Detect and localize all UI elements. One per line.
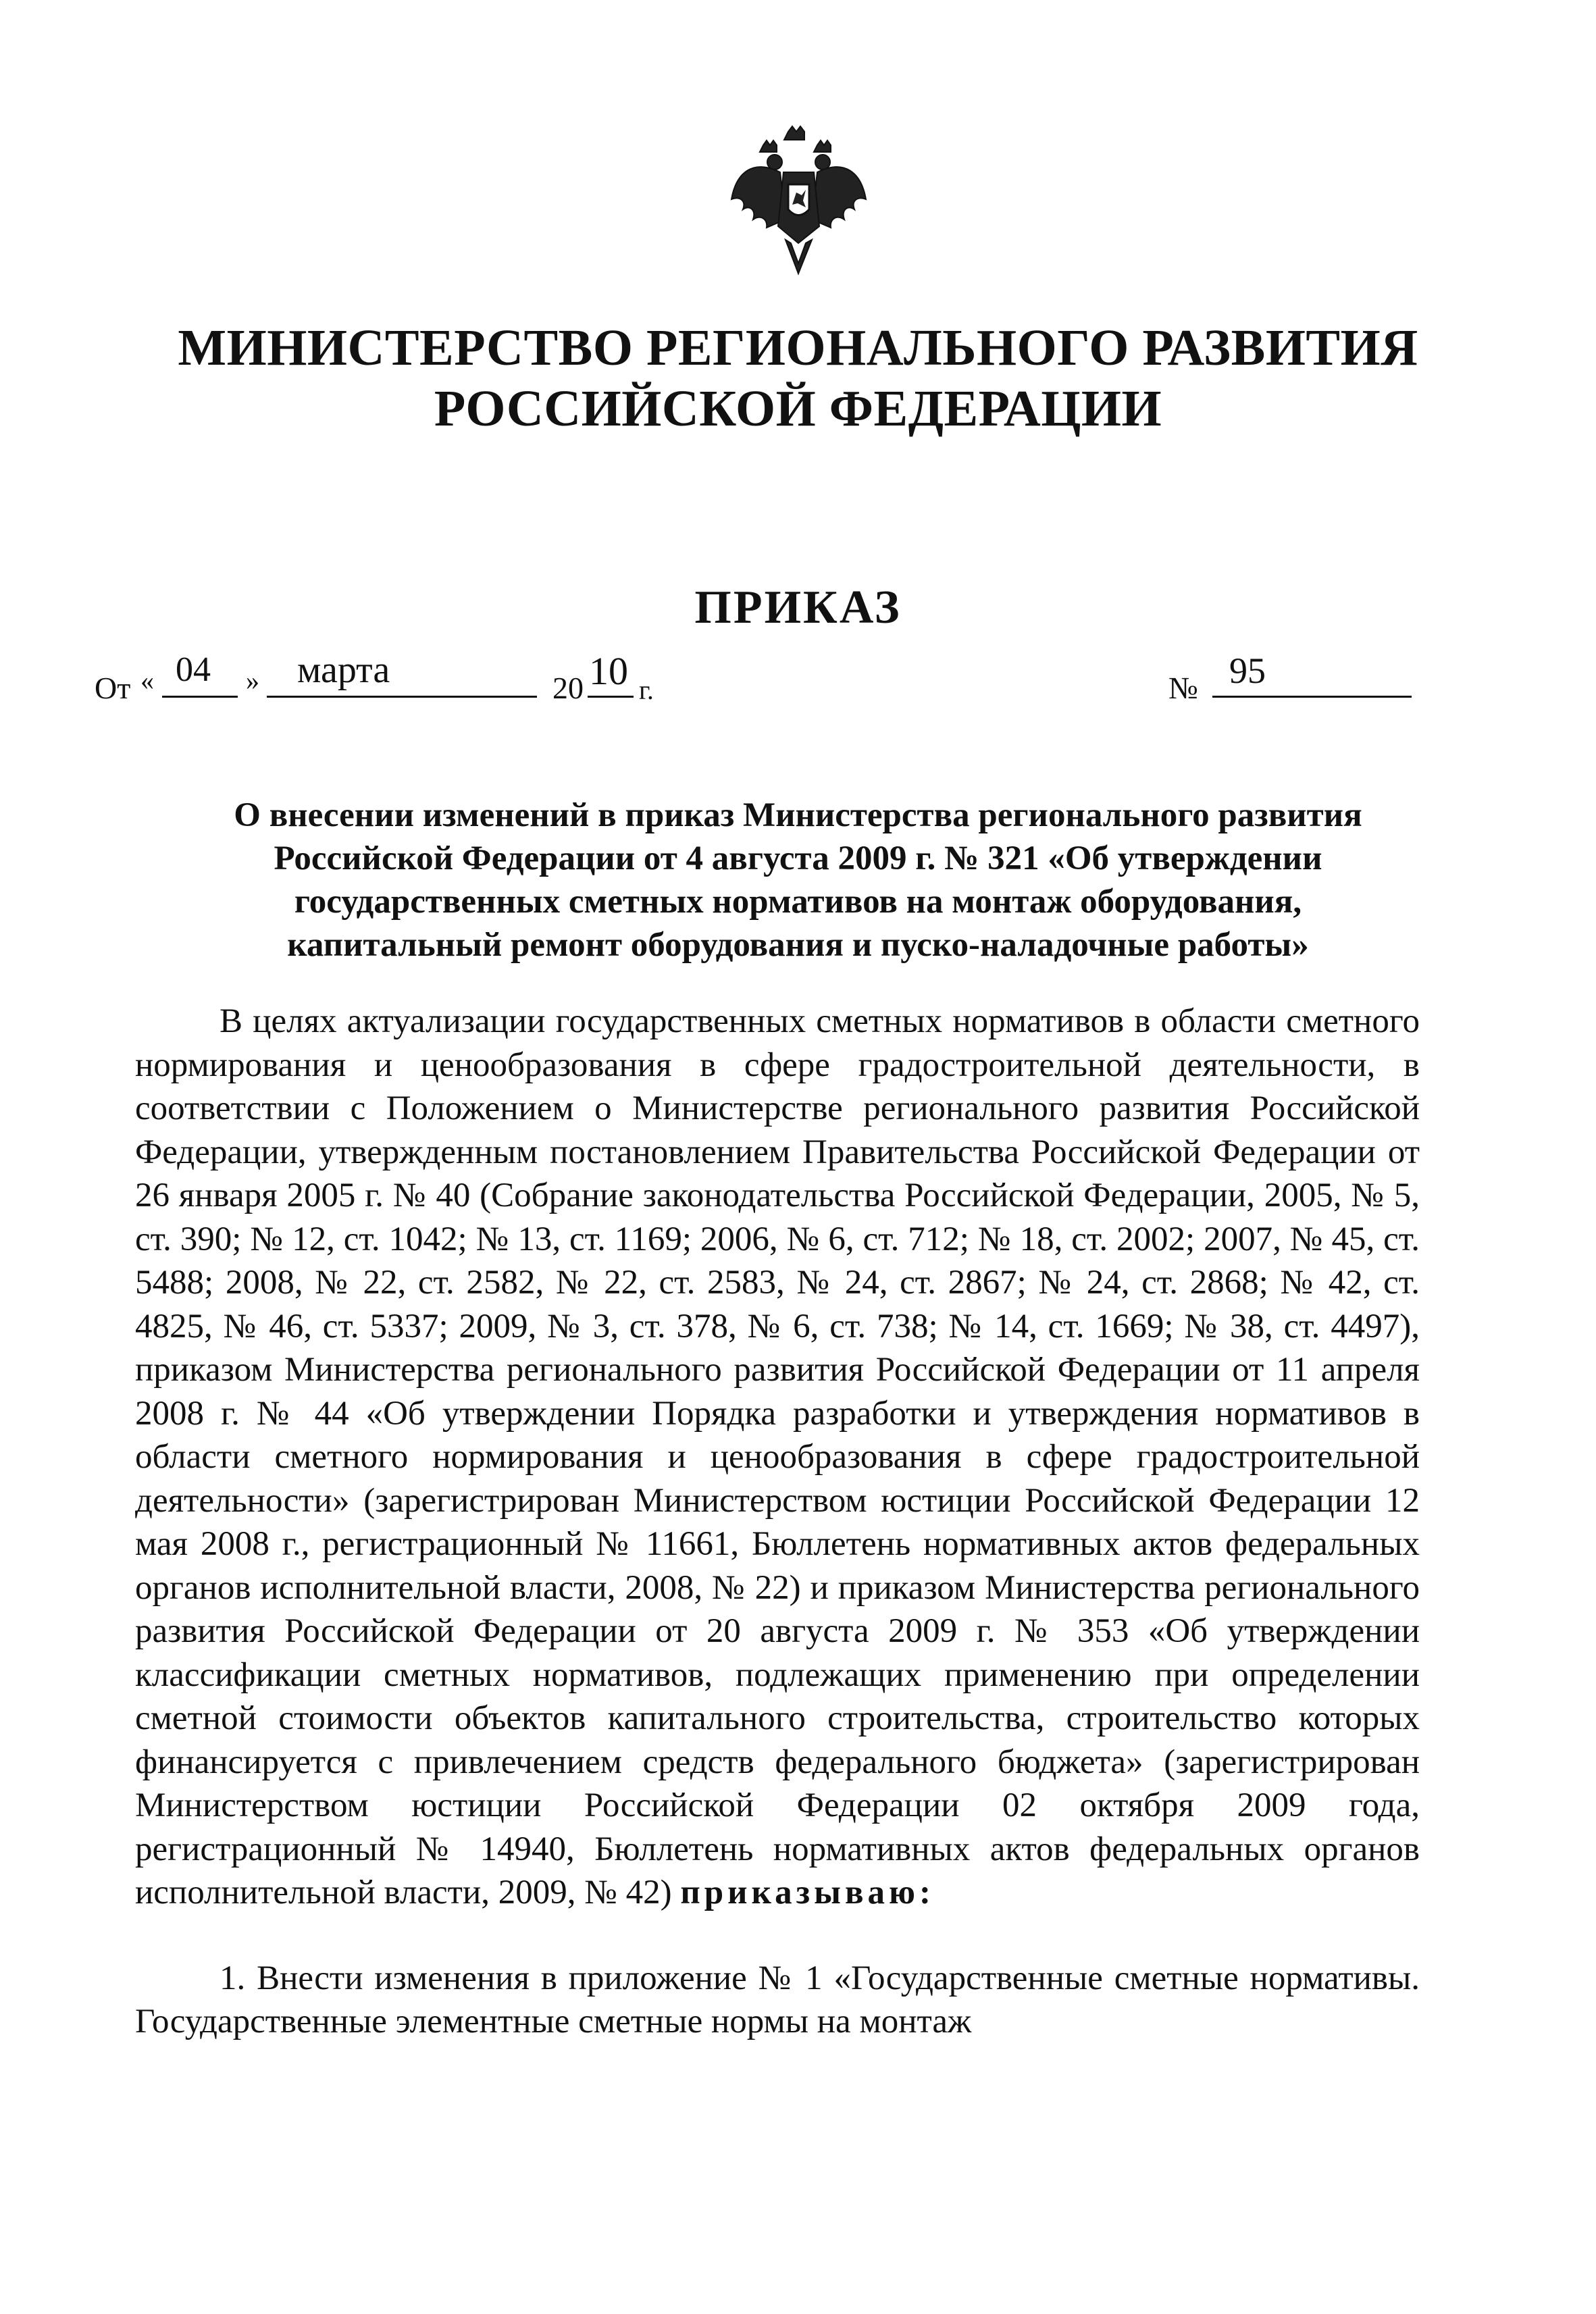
subject-line-4: капитальный ремонт оборудования и пуско-наладочные работы» xyxy=(287,926,1309,964)
date-year-suffix: 10 xyxy=(589,649,628,693)
month-underline xyxy=(267,696,537,698)
ministry-name xyxy=(0,317,1596,439)
number-underline xyxy=(1212,696,1412,698)
date-day: 04 xyxy=(176,650,211,689)
date-number-line xyxy=(0,648,1596,709)
day-underline xyxy=(162,696,238,698)
date-month: марта xyxy=(297,649,390,691)
date-close-quote: » xyxy=(246,665,259,696)
ministry-line-1: МИНИСТЕРСТВО РЕГИОНАЛЬНОГО РАЗВИТИЯ xyxy=(178,319,1418,376)
subject-line-3: государственных сметных нормативов на монтаж оборудования, xyxy=(294,883,1302,921)
date-year-prefix: 20 xyxy=(552,671,584,705)
order-verb: приказываю: xyxy=(680,1874,935,1911)
date-year-mark: г. xyxy=(639,675,654,705)
date-prefix: От xyxy=(95,671,131,705)
subject-line-2: Российской Федерации от 4 августа 2009 г. № 321 «Об утверждении xyxy=(274,840,1322,877)
year-underline xyxy=(588,696,634,698)
order-number: 95 xyxy=(1229,650,1266,691)
subject-line-1: О внесении изменений в приказ Министерства регионального развития xyxy=(234,796,1362,834)
document-type-title: ПРИКАЗ xyxy=(694,582,902,634)
date-open-quote: « xyxy=(140,665,154,696)
number-label: № xyxy=(1168,671,1198,705)
preamble-text: В целях актуализации государственных сметных нормативов в области сметного нормирования и ценообразования в сфере градостроительной деятельности, в соответствии с Положением о Министерстве регионального развития Российской Федерации, утвержденным постановлением Правительства Российской Федерации от 26 января 2005 г. № 40 (Собрание законодательства Российской Федерации, 2005, № 5, ст. 390; № 12, ст. 1042; № 13, ст. 1169; 2006, № 6, ст. 712; № 18, ст. 2002; 2007, № 45, ст. 5488; 2008, № 22, ст. 2582, № 22, ст. 2583, № 24, ст. 2867; № 24, ст. 2868; № 42, ст. 4825, № 46, ст. 5337; 2009, № 3, ст. 378, № 6, ст. 738; № 14, ст. 1669; № 38, ст. 4497), приказом Министерства регионального развития Российской Федерации от 11 апреля 2008 г. № 44 «Об утверждении Порядка разработки и утверждения нормативов в области сметного нормирования и ценообразования в сфере градостроительной деятельности» (зарегистрирован Министерством юстиции Российской Федерации 12 мая 2008 г., регистрационный № 11661, Бюллетень нормативных актов федеральных органов исполнительной власти, 2008, № 22) и приказом Министерства регионального развития Российской Федерации от 20 августа 2009 г. № 353 «Об утверждении классификации сметных нормативов, подлежащих применению при определении сметной стоимости объектов капитального строительства, строительство которых финансируется с привлечением средств федерального бюджета» (зарегистрирован Министерством юстиции Российской Федерации 02 октября 2009 года, регистрационный № 14940, Бюллетень нормативных актов федеральных органов исполнительной власти, 2009, № 42) xyxy=(135,1002,1420,1911)
item-1-paragraph: 1. Внести изменения в приложение № 1 «Государственные сметные нормативы. Государственные элементные сметные нормы на монтаж xyxy=(135,1959,1420,2040)
order-subject xyxy=(135,794,1461,967)
coat-of-arms-emblem xyxy=(726,125,871,280)
preamble-paragraph xyxy=(135,1000,1420,1915)
order-body xyxy=(135,1000,1420,2044)
ministry-line-2: РОССИЙСКОЙ ФЕДЕРАЦИИ xyxy=(434,380,1162,437)
